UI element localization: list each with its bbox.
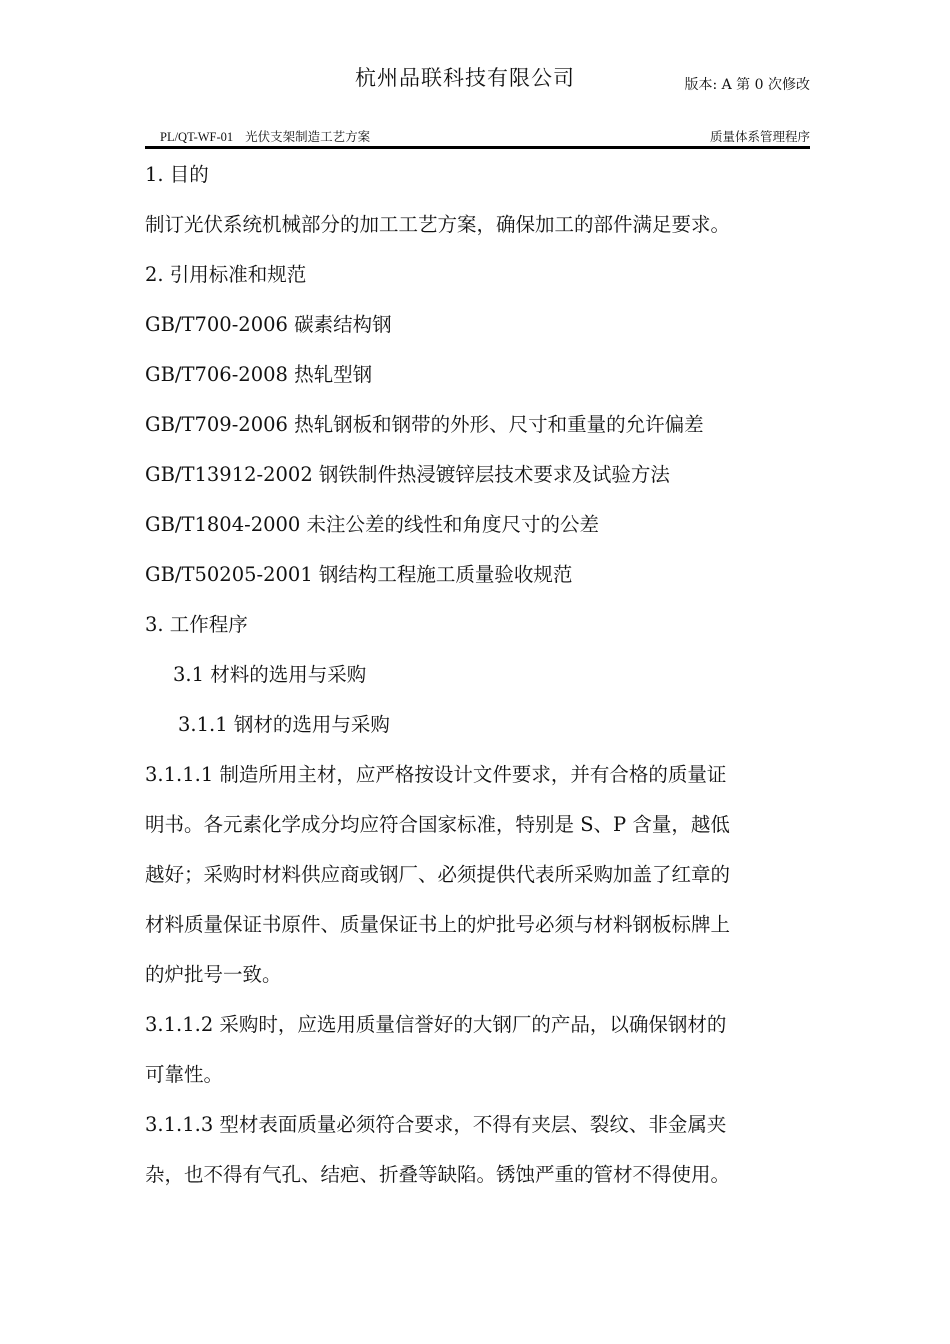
body-line: 的炉批号一致。 [145,963,282,986]
document-category: 质量体系管理程序 [709,129,810,144]
body-line: 3.1.1 钢材的选用与采购 [178,713,390,736]
version-info: 版本: A 第 0 次修改 [684,77,810,93]
body-line: GB/T709-2006 热轧钢板和钢带的外形、尺寸和重量的允许偏差 [145,413,704,436]
document-code: PL/QT-WF-01 [160,130,234,144]
body-line: GB/T13912-2002 钢铁制件热浸镀锌层技术要求及试验方法 [145,463,670,486]
body-line: 明书。各元素化学成分均应符合国家标准，特别是 S、P 含量，越低 [145,813,730,836]
body-line: 3. 工作程序 [145,613,248,636]
body-line: 材料质量保证书原件、质量保证书上的炉批号必须与材料钢板标牌上 [145,913,731,936]
body-line: 杂，也不得有气孔、结疤、折叠等缺陷。锈蚀严重的管材不得使用。 [145,1163,731,1186]
body-line: GB/T706-2008 热轧型钢 [145,363,373,386]
document-title: 光伏支架制造工艺方案 [245,129,371,144]
body-line: 3.1.1.1 制造所用主材，应严格按设计文件要求，并有合格的质量证 [145,763,727,786]
body-line: GB/T1804-2000 未注公差的线性和角度尺寸的公差 [145,513,600,536]
body-line: 3.1 材料的选用与采购 [173,663,367,686]
body-line: 2. 引用标准和规范 [145,263,307,286]
body-line: 可靠性。 [145,1063,224,1086]
document-body [145,150,810,1200]
body-line: 越好；采购时材料供应商或钢厂、必须提供代表所采购加盖了红章的 [145,863,731,886]
company-name: 杭州品联科技有限公司 [355,66,575,90]
body-line: 3.1.1.2 采购时，应选用质量信誉好的大钢厂的产品，以确保钢材的 [145,1013,727,1036]
body-line: GB/T50205-2001 钢结构工程施工质量验收规范 [145,563,573,586]
body-line: GB/T700-2006 碳素结构钢 [145,313,392,336]
document-header-left [160,127,370,145]
header-divider [145,146,810,149]
body-line: 1. 目的 [145,163,209,186]
body-line: 3.1.1.3 型材表面质量必须符合要求，不得有夹层、裂纹、非金属夹 [145,1113,727,1136]
body-line: 制订光伏系统机械部分的加工工艺方案，确保加工的部件满足要求。 [145,213,731,236]
